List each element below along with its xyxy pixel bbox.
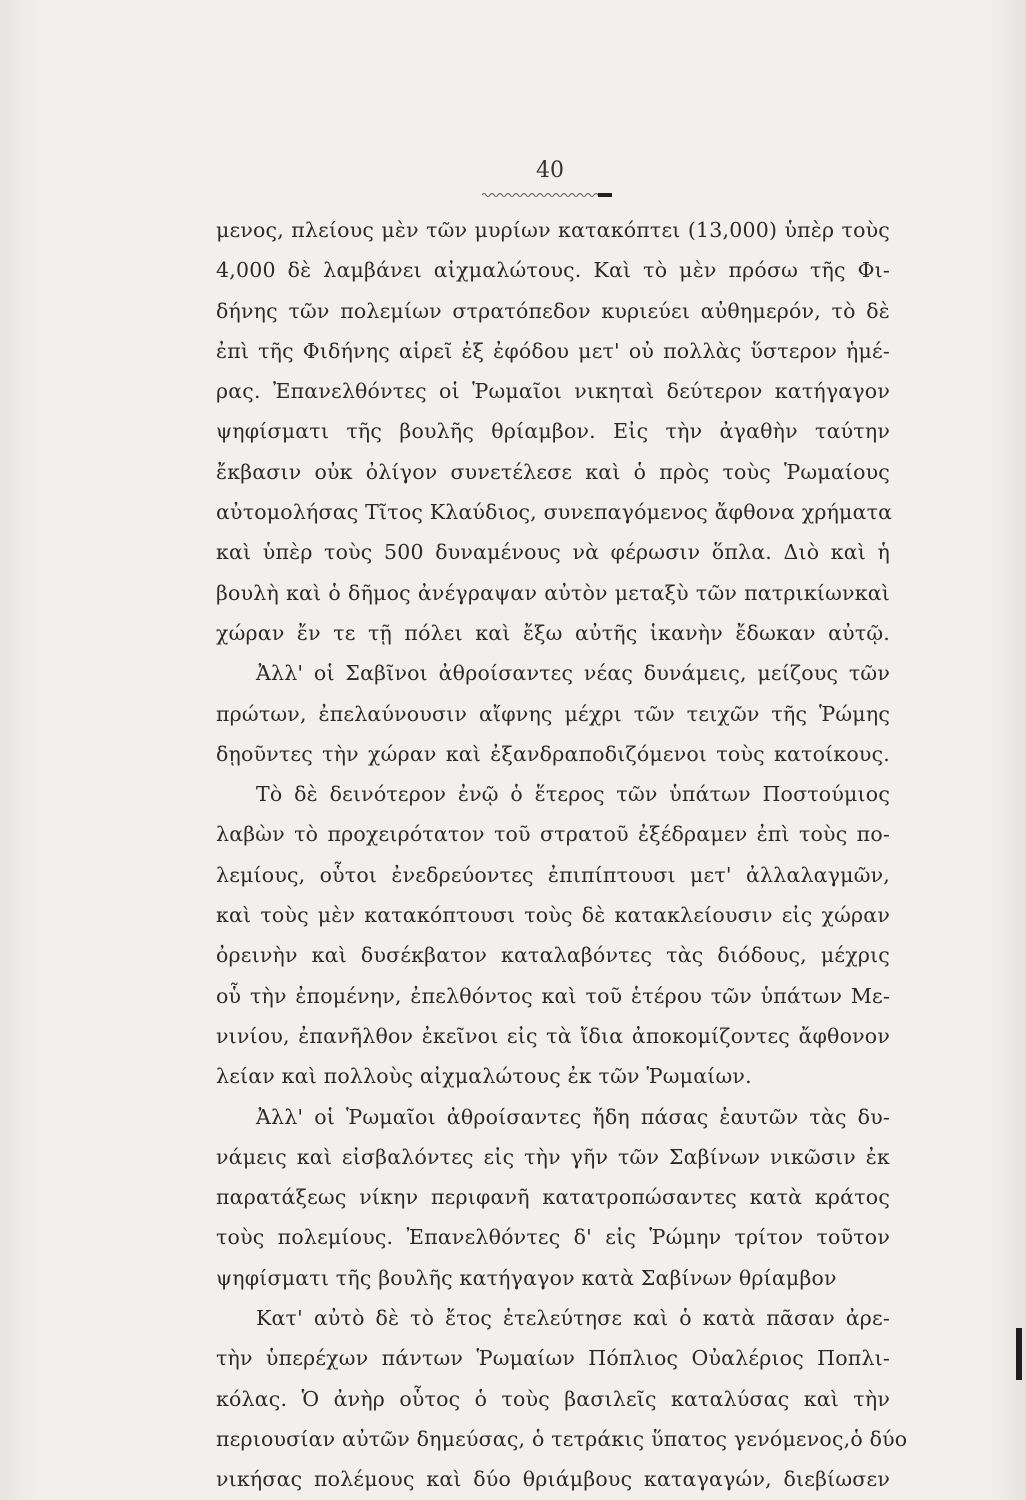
text-line: κόλας. Ὁ ἀνὴρ οὗτος ὁ τοὺς βασιλεῖς καταλύσας καὶ τὴν bbox=[216, 1386, 890, 1411]
page-number: 40 bbox=[536, 158, 564, 183]
paragraph-last-line: ψηφίσματι τῆς βουλῆς κατήγαγον κατὰ Σαβίνων θρίαμβον bbox=[216, 1265, 837, 1290]
paragraph-first-line: Ἀλλ' οἱ Ῥωμαῖοι ἀθροίσαντες ἤδη πάσας ἑαυτῶν τὰς δυ- bbox=[256, 1104, 890, 1129]
scan-edge-mark bbox=[1016, 1328, 1022, 1380]
text-line: καὶ τοὺς μὲν κατακόπτουσι τοὺς δὲ κατακλείουσιν εἰς χώραν bbox=[216, 903, 890, 928]
text-line: παρατάξεως νίκην περιφανῆ κατατροπώσαντες κατὰ κράτος bbox=[216, 1185, 890, 1210]
text-line: αὐτομολήσας Τῖτος Κλαύδιος, συνεπαγόμενος ἄφθονα χρήματα bbox=[216, 500, 893, 525]
text-line: οὗ τὴν ἐπομένην, ἐπελθόντος καὶ τοῦ ἑτέρου τῶν ὑπάτων Με- bbox=[216, 983, 890, 1008]
text-line: χώραν ἔν τε τῇ πόλει καὶ ἔξω αὐτῆς ἱκανὴν ἔδωκαν αὐτῷ. bbox=[216, 620, 890, 645]
paragraph-last-line: λείαν καὶ πολλοὺς αἰχμαλώτους ἐκ τῶν Ῥωμαίων. bbox=[216, 1064, 752, 1089]
text-line: ψηφίσματι τῆς βουλῆς θρίαμβον. Εἰς τὴν ἀγαθὴν ταύτην bbox=[216, 419, 890, 444]
text-line: καὶ ὑπὲρ τοὺς 500 δυναμένους νὰ φέρωσιν ὅπλα. Διὸ καὶ ἡ bbox=[216, 540, 890, 565]
text-line: μενος, πλείους μὲν τῶν μυρίων κατακόπτει (13,000) ὑπὲρ τοὺς bbox=[216, 218, 890, 242]
text-line: λεμίους, οὗτοι ἐνεδρεύοντες ἐπιπίπτουσι μετ' ἀλλαλαγμῶν, bbox=[216, 862, 890, 887]
paragraph-first-line: Κατ' αὐτὸ δὲ τὸ ἔτος ἐτελεύτησε καὶ ὁ κατὰ πᾶσαν ἀρε- bbox=[256, 1306, 890, 1331]
text-line: ὀρεινὴν καὶ δυσέκβατον καταλαβόντες τὰς διόδους, μέχρις bbox=[216, 943, 890, 968]
body-text bbox=[216, 210, 908, 1500]
text-line: νάμεις καὶ εἰσβαλόντες εἰς τὴν γῆν τῶν Σαβίνων νικῶσιν ἐκ bbox=[216, 1144, 890, 1169]
text-line: δῃοῦντες τὴν χώραν καὶ ἐξανδραποδιζόμενοι τοὺς κατοίκους. bbox=[216, 741, 890, 766]
ornamental-rule bbox=[482, 192, 612, 198]
text-line: τοὺς πολεμίους. Ἐπανελθόντες δ' εἰς Ῥώμην τρίτον τοῦτον bbox=[216, 1225, 890, 1250]
text-line: νινίου, ἐπανῆλθον ἐκεῖνοι εἰς τὰ ἴδια ἀποκομίζοντες ἄφθονον bbox=[216, 1023, 890, 1048]
text-line: νικήσας πολέμους καὶ δύο θριάμβους καταγαγών, διεβίωσεν bbox=[216, 1467, 890, 1492]
text-line: τὴν ὑπερέχων πάντων Ῥωμαίων Πόπλιος Οὐαλέριος Ποπλι- bbox=[216, 1346, 890, 1371]
text-line: δήνης τῶν πολεμίων στρατόπεδον κυριεύει αὐθημερόν, τὸ δὲ bbox=[216, 298, 890, 323]
text-line: ἔκβασιν οὐκ ὀλίγον συνετέλεσε καὶ ὁ πρὸς τοὺς Ῥωμαίους bbox=[216, 459, 890, 484]
text-line: ρας. Ἐπανελθόντες οἱ Ῥωμαῖοι νικηταὶ δεύτερον κατήγαγον bbox=[216, 379, 890, 404]
paragraph-first-line: Τὸ δὲ δεινότερον ἐνῷ ὁ ἕτερος τῶν ὑπάτων Ποστούμιος bbox=[256, 782, 890, 807]
text-line: περιουσίαν αὐτῶν δημεύσας, ὁ τετράκις ὕπατος γενόμενος,ὁ δύο bbox=[216, 1426, 908, 1451]
text-line: ἐπὶ τῆς Φιδήνης αἱρεῖ ἐξ ἐφόδου μετ' οὐ πολλὰς ὕστερον ἡμέ- bbox=[216, 338, 890, 363]
text-line: βουλὴ καὶ ὁ δῆμος ἀνέγραψαν αὐτὸν μεταξὺ τῶν πατρικίωνκαὶ bbox=[216, 580, 890, 605]
text-line: 4,000 δὲ λαμβάνει αἰχμαλώτους. Καὶ τὸ μὲν πρόσω τῆς Φι- bbox=[216, 258, 890, 283]
text-line: πρώτων, ἐπελαύνουσιν αἴφνης μέχρι τῶν τειχῶν τῆς Ῥώμης bbox=[216, 701, 890, 726]
paragraph-first-line: Ἀλλ' οἱ Σαβῖνοι ἀθροίσαντες νέας δυνάμεις, μείζους τῶν bbox=[256, 661, 890, 686]
text-line: λαβὼν τὸ προχειρότατον τοῦ στρατοῦ ἐξέδραμεν ἐπὶ τοὺς πο- bbox=[216, 822, 890, 847]
